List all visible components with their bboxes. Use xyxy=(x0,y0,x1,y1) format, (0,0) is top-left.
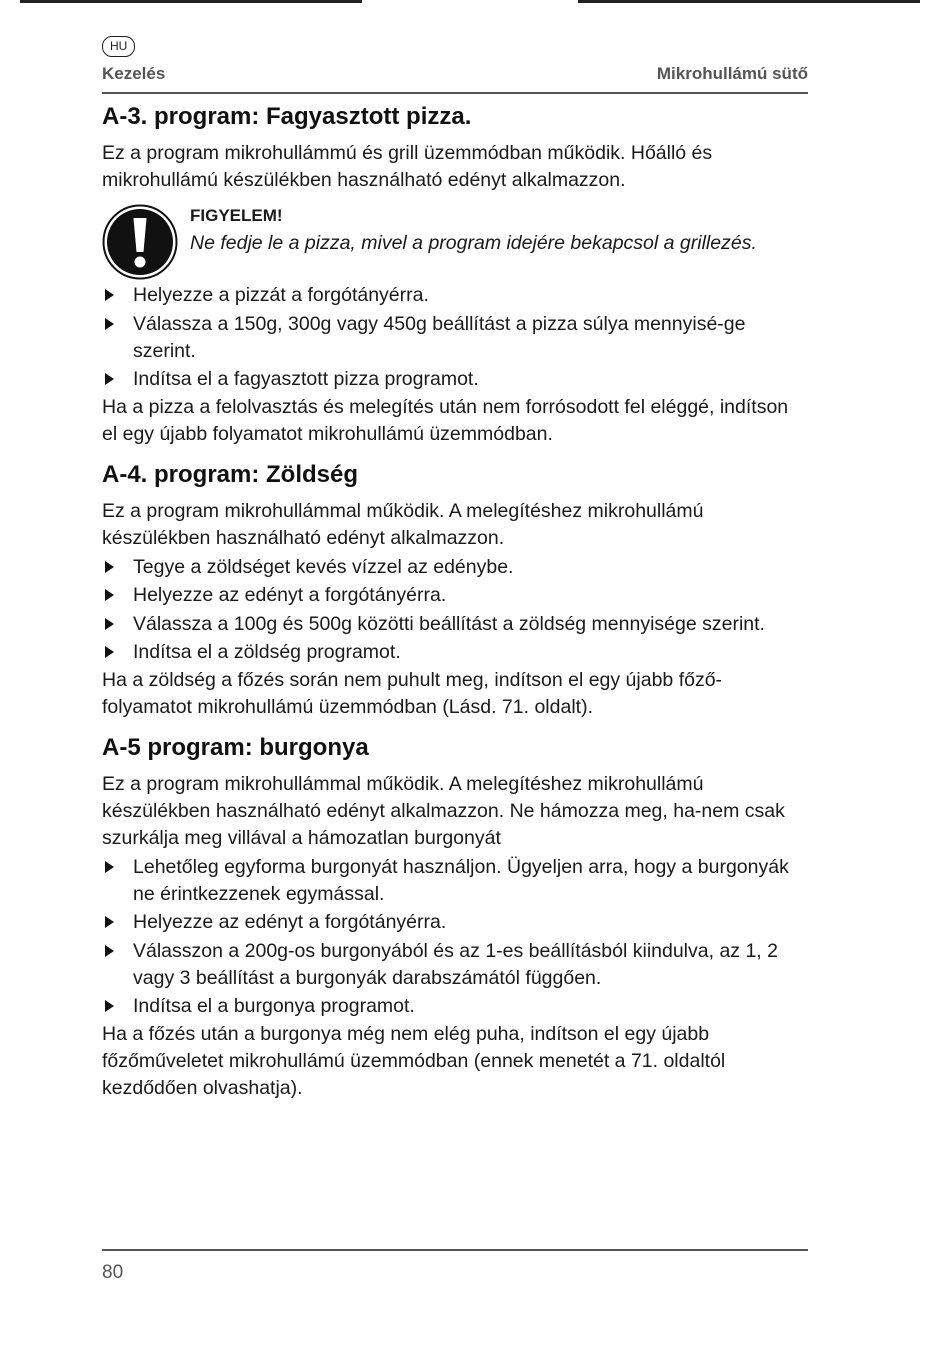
warning-body: Ne fedje le a pizza, mivel a program idejére bekapcsol a grillezés. xyxy=(190,232,757,254)
bullet-triangle-icon xyxy=(105,373,114,385)
bullet-triangle-icon xyxy=(105,945,114,957)
section-note: Ha a pizza a felolvasztás és melegítés után nem forrósodott fel eléggé, indítson el egy újabb folyamatot mikrohullámú üzemmódban. xyxy=(102,395,789,445)
warning-text xyxy=(190,204,757,280)
bullet-triangle-icon xyxy=(105,861,114,873)
page-number: 80 xyxy=(102,1262,124,1283)
list-item: Indítsa el a burgonya programot. xyxy=(102,993,808,1020)
section-a3 xyxy=(102,102,808,448)
footer-divider xyxy=(102,1249,808,1251)
list-item: Válassza a 150g, 300g vagy 450g beállítást a pizza súlya mennyisé-ge szerint. xyxy=(102,311,808,365)
section-a5 xyxy=(102,733,808,1102)
list-item: Helyezze az edényt a forgótányérra. xyxy=(102,582,808,609)
bullet-triangle-icon xyxy=(105,589,114,601)
section-a4 xyxy=(102,460,808,721)
header-row xyxy=(102,64,808,94)
step-list xyxy=(102,554,808,667)
section-title: A-5 program: burgonya xyxy=(102,733,369,761)
bullet-triangle-icon xyxy=(105,318,114,330)
section-intro: Ez a program mikrohullámmú és grill üzemmódban működik. Hőálló és mikrohullámú készülékben használható edényt alkalmazzon. xyxy=(102,142,713,191)
warning-box xyxy=(102,204,808,280)
section-intro: Ez a program mikrohullámmal működik. A melegítéshez mikrohullámú készülékben használható edényt alkalmazzon. xyxy=(102,499,704,549)
bullet-triangle-icon xyxy=(105,618,114,630)
section-note: Ha a zöldség a főzés során nem puhult meg, indítson el egy újabb főző-folyamatot mikrohullámú üzemmódban (Lásd. 71. oldalt). xyxy=(102,668,723,718)
bullet-triangle-icon xyxy=(105,646,114,658)
warning-title: FIGYELEM! xyxy=(190,206,283,225)
header-product: Mikrohullámú sütő xyxy=(656,64,808,83)
step-list xyxy=(102,854,808,1021)
step-list xyxy=(102,282,808,393)
section-intro: Ez a program mikrohullámmal működik. A melegítéshez mikrohullámú készülékben használható edényt alkalmazzon. Ne hámozza meg, ha-nem csak szurkálja meg villával a hámozatlan burgonyát xyxy=(102,772,785,849)
manual-page xyxy=(102,36,808,1102)
page-header xyxy=(102,36,808,94)
warning-exclamation-icon xyxy=(102,204,178,280)
bullet-triangle-icon xyxy=(105,916,114,928)
list-item: Tegye a zöldséget kevés vízzel az edénybe. xyxy=(102,554,808,581)
bullet-triangle-icon xyxy=(105,1000,114,1012)
list-item: Indítsa el a fagyasztott pizza programot. xyxy=(102,366,808,393)
bullet-triangle-icon xyxy=(105,561,114,573)
registration-bar-left xyxy=(20,0,362,3)
list-item: Indítsa el a zöldség programot. xyxy=(102,639,808,666)
registration-bar-right xyxy=(578,0,920,3)
list-item: Helyezze a pizzát a forgótányérra. xyxy=(102,282,808,309)
list-item: Válasszon a 200g-os burgonyából és az 1-es beállításból kiindulva, az 1, 2 vagy 3 beállítást a burgonyák darabszámától függően. xyxy=(102,938,808,992)
section-title: A-3. program: Fagyasztott pizza. xyxy=(102,103,472,130)
language-badge: HU xyxy=(102,36,135,57)
bullet-triangle-icon xyxy=(105,289,114,301)
header-chapter: Kezelés xyxy=(102,64,166,83)
list-item: Helyezze az edényt a forgótányérra. xyxy=(102,909,808,936)
section-note: Ha a főzés után a burgonya még nem elég puha, indítson el egy újabb főzőműveletet mikrohullámú üzemmódban (ennek menetét a 71. oldaltól kezdődően olvashatja). xyxy=(102,1022,726,1099)
section-title: A-4. program: Zöldség xyxy=(102,460,359,488)
list-item: Válassza a 100g és 500g közötti beállítást a zöldség mennyisége szerint. xyxy=(102,611,808,638)
list-item: Lehetőleg egyforma burgonyát használjon. Ügyeljen arra, hogy a burgonyák ne érintkezzenek egymással. xyxy=(102,854,808,908)
